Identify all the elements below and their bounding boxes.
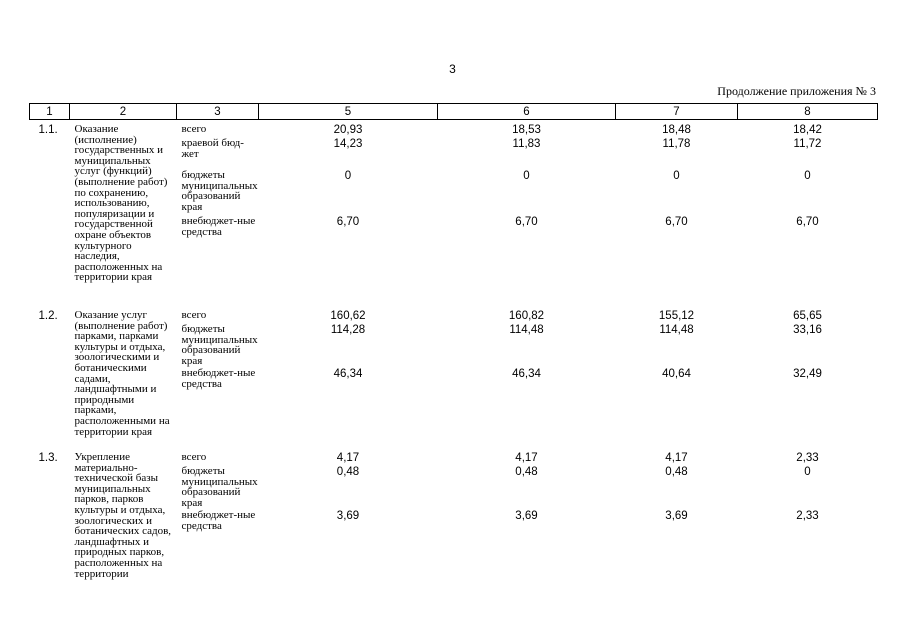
value-cell: 18,42 (793, 124, 822, 136)
value-column-8 (738, 120, 878, 307)
value-cell: 11,78 (662, 138, 691, 150)
value-column-7 (616, 448, 738, 590)
value-cell: 0 (804, 170, 811, 182)
value-cell: 6,70 (665, 216, 688, 228)
value-cell: 46,34 (512, 368, 541, 380)
value-column-6 (438, 120, 616, 307)
funding-source-label: краевой бюд-жет (181, 137, 244, 160)
value-cell: 3,69 (515, 510, 538, 522)
value-cell: 40,64 (662, 368, 691, 380)
row-number: 1.1. (38, 124, 58, 136)
table-row (30, 448, 878, 590)
funding-source-label: всего (181, 123, 207, 135)
row-number: 1.2. (38, 310, 58, 322)
value-cell: 65,65 (793, 310, 822, 322)
value-cell: 4,17 (665, 452, 688, 464)
row-name: Оказание (исполнение) государственных и муниципальных услуг (функций) (выполнение работ) по сохранению, использованию, популяризации и государственной охране объектов культурного наследия, расположенных на территории края (74, 123, 168, 284)
header-cell: 1 (30, 104, 70, 120)
value-cell: 114,28 (330, 324, 366, 336)
value-cell: 33,16 (793, 324, 822, 336)
budget-table (29, 103, 878, 590)
value-cell: 0 (804, 466, 811, 478)
funding-source-label: всего (181, 309, 207, 321)
value-cell: 160,82 (508, 310, 545, 322)
value-column-7 (616, 306, 738, 448)
value-column-6 (438, 448, 616, 590)
funding-source-label: всего (181, 451, 207, 463)
value-cell: 114,48 (659, 324, 694, 336)
value-cell: 160,62 (330, 310, 366, 322)
value-column-8 (738, 448, 878, 590)
value-cell: 0 (673, 170, 680, 182)
value-cell: 0 (344, 170, 352, 182)
value-cell: 0,48 (336, 466, 360, 478)
value-cell: 18,48 (662, 124, 691, 136)
header-row (30, 104, 878, 120)
value-cell: 2,33 (796, 452, 819, 464)
value-cell: 3,69 (336, 510, 360, 522)
value-column-8 (738, 306, 878, 448)
value-cell: 14,23 (333, 138, 363, 150)
header-cell: 6 (438, 104, 616, 120)
value-cell: 6,70 (515, 216, 538, 228)
value-column-5 (259, 448, 438, 590)
funding-source-label: внебюджет-ные средства (181, 509, 256, 532)
row-name: Оказание услуг (выполнение работ) парками, парками культуры и отдыха, зоологическими и ботаническими садами, ландшафтными и природными парками, расположенными на территории края (74, 309, 170, 438)
table-row (30, 120, 878, 307)
value-column-7 (616, 120, 738, 307)
row-number: 1.3. (38, 452, 58, 464)
funding-source-label: бюджеты муниципальных образований края (181, 323, 258, 367)
funding-source-label: бюджеты муниципальных образований края (181, 465, 258, 509)
funding-sources (177, 448, 259, 590)
value-cell: 0,48 (665, 466, 688, 478)
value-cell: 20,93 (333, 124, 363, 136)
header-cell: 2 (70, 104, 177, 120)
page-number: 3 (449, 62, 456, 76)
value-cell: 6,70 (796, 216, 819, 228)
value-cell: 6,70 (336, 216, 360, 228)
value-cell: 0,48 (515, 466, 538, 478)
funding-sources (177, 120, 259, 307)
funding-source-label: внебюджет-ные средства (181, 215, 256, 238)
funding-sources (177, 306, 259, 448)
header-cell: 8 (738, 104, 878, 120)
value-cell: 2,33 (796, 510, 819, 522)
value-cell: 155,12 (658, 310, 695, 322)
header-cell: 7 (616, 104, 738, 120)
value-cell: 32,49 (793, 368, 822, 380)
value-cell: 11,72 (793, 138, 822, 150)
table-row (30, 306, 878, 448)
funding-source-label: бюджеты муниципальных образований края (181, 169, 258, 213)
value-cell: 4,17 (515, 452, 538, 464)
header-cell: 3 (177, 104, 259, 120)
value-cell: 3,69 (665, 510, 688, 522)
value-column-5 (259, 120, 438, 307)
value-cell: 18,53 (512, 124, 541, 136)
value-column-6 (438, 306, 616, 448)
value-column-5 (259, 306, 438, 448)
value-cell: 46,34 (333, 368, 363, 380)
value-cell: 0 (523, 170, 530, 182)
value-cell: 4,17 (336, 452, 360, 464)
value-cell: 114,48 (509, 324, 544, 336)
row-name: Укрепление материально-технической базы муниципальных парков, парков культуры и отдыха, зоологических и ботанических садов, ландшафтных и природных парков, расположенных на территории (74, 451, 172, 580)
funding-source-label: внебюджет-ные средства (181, 367, 256, 390)
continuation-label: Продолжение приложения № 3 (717, 84, 876, 98)
header-cell: 5 (259, 104, 438, 120)
value-cell: 11,83 (512, 138, 541, 150)
